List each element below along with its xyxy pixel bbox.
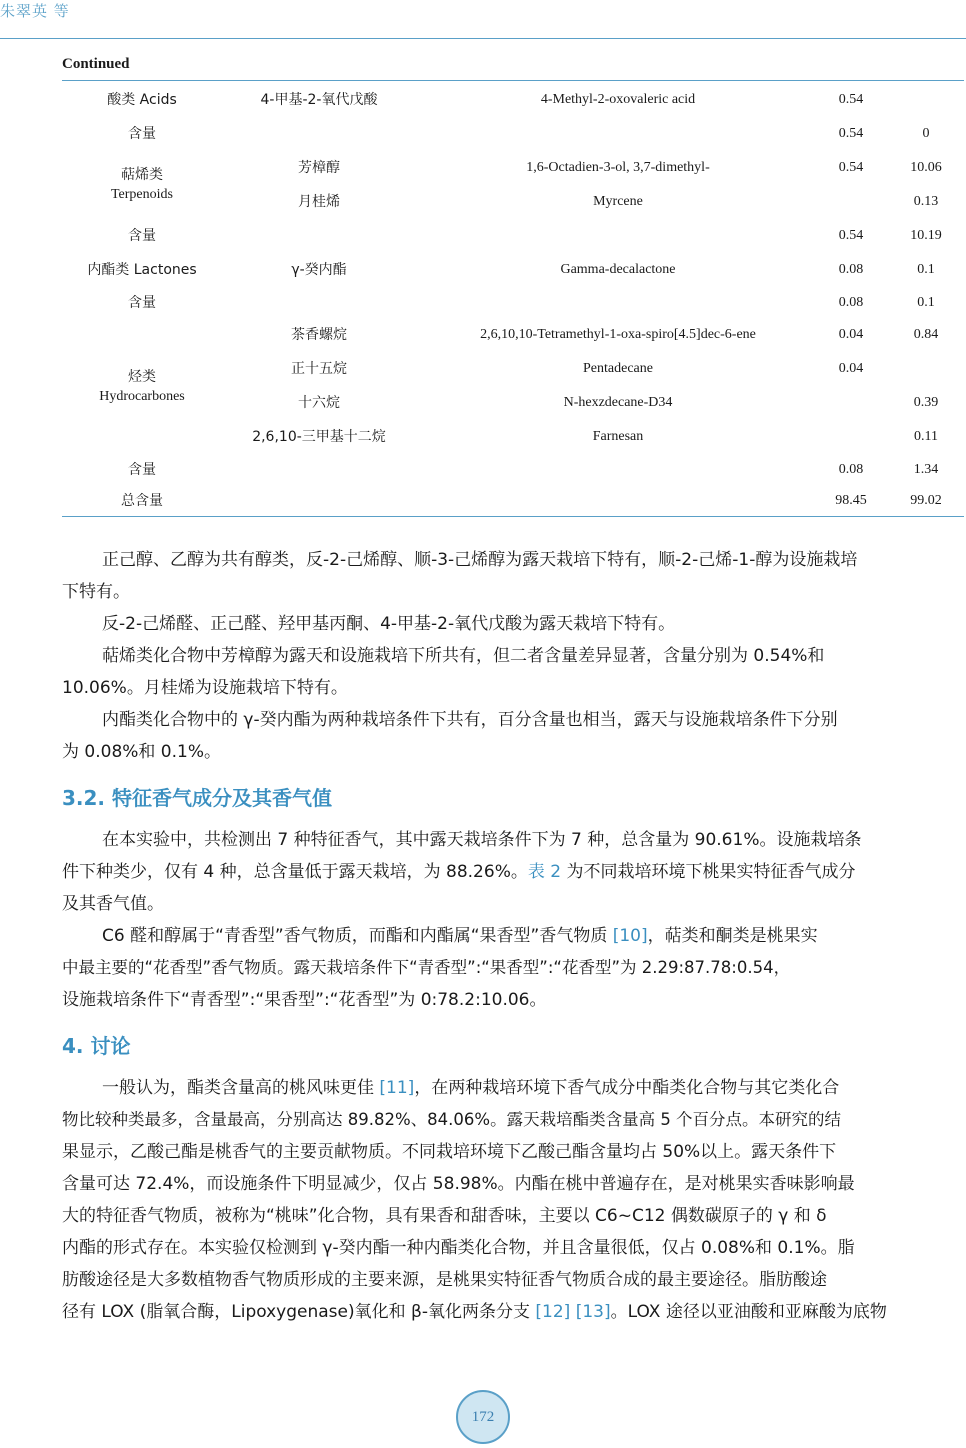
group-terpenoids-zh: 萜烯类: [121, 167, 163, 183]
text-run: ，萜类和酮类是桃果实: [647, 926, 818, 946]
paragraph-line: 大的特征香气物质，被称为“桃味”化合物，具有果香和甜香味，主要以 C6~C12 偶数碳原子的 γ 和 δ: [62, 1206, 827, 1226]
table-cell-c1: 含量: [128, 228, 156, 244]
table-2-link[interactable]: 表 2: [527, 862, 562, 882]
table-cell-c5: 0.39: [913, 395, 939, 410]
table-cell-c1: 含量: [128, 126, 156, 142]
table-cell-c3: 4-Methyl-2-oxovaleric acid: [540, 92, 696, 107]
table-cell-c4: 0.08: [838, 295, 864, 310]
table-cell-c5: 10.06: [910, 160, 942, 175]
group-terpenoids-en: Terpenoids: [110, 187, 173, 202]
table-cell-c5: 0.11: [914, 429, 938, 444]
table-cell-c2: 茶香螺烷: [291, 327, 347, 343]
group-hydrocarbons-en: Hydrocarbones: [99, 389, 185, 404]
table-cell-c3: Farnesan: [592, 429, 644, 444]
citation-link-12-13[interactable]: [12] [13]: [535, 1302, 611, 1322]
table-cell-c2: γ-癸内酯: [291, 262, 347, 278]
citation-link-10[interactable]: [10]: [612, 926, 648, 946]
table-cell-c2: 月桂烯: [298, 194, 340, 210]
text-run: 件下种类少，仅有 4 种，总含量低于露天栽培，为 88.26%。: [62, 862, 528, 882]
text-run: 为不同栽培环境下桃果实特征香气成分: [561, 862, 856, 882]
paragraph-line: [62, 856, 966, 888]
table-cell-c3: Myrcene: [593, 194, 643, 209]
table-cell-c2: 4-甲基-2-氧代戊酸: [260, 92, 378, 108]
paragraph-line: 肪酸途径是大多数植物香气物质形成的主要来源，是桃果实特征香气物质合成的最主要途径。脂肪酸途: [62, 1270, 827, 1290]
paragraph-line: 及其香气值。: [62, 894, 164, 914]
paragraph-line: [62, 920, 966, 952]
table-cell-c4: 0.08: [838, 262, 864, 277]
paragraph-line: 下特有。: [62, 582, 130, 602]
paragraph-line: 中最主要的“花香型”香气物质。露天栽培条件下“青香型”:“果香型”:“花香型”为 2.29:87.78:0.54，: [62, 958, 791, 977]
text-run: 径有 LOX (脂氧合酶，Lipoxygenase)氧化和 β-氧化两条分支: [62, 1302, 536, 1322]
table-cell-c5: 0.1: [917, 262, 935, 277]
section-heading-3-2: 3.2. 特征香气成分及其香气值: [62, 786, 332, 810]
paragraph-line: 设施栽培条件下“青香型”:“果香型”:“花香型”为 0:78.2:10.06。: [62, 990, 547, 1010]
table-cell-c4: 98.45: [835, 493, 867, 508]
table-cell-c3: Pentadecane: [583, 361, 653, 376]
table-continued-label: Continued: [62, 56, 130, 72]
table-cell-c5: 0.84: [913, 327, 939, 342]
text-run: 一般认为，酯类含量高的桃风味更佳: [102, 1078, 380, 1098]
table-cell-c1: 含量: [128, 462, 156, 478]
paragraph-line: 含量可达 72.4%，而设施条件下明显减少，仅占 58.98%。内酯在桃中普遍存在，是对桃果实香味影响最: [62, 1174, 855, 1194]
text-run: C6 醛和醇属于“青香型”香气物质，而酯和内酯属“果香型”香气物质: [102, 926, 613, 946]
paragraph-line: 物比较种类最多，含量最高，分别高达 89.82%、84.06%。露天栽培酯类含量高 5 个百分点。本研究的结: [62, 1110, 842, 1129]
table-cell-c4: 0.54: [838, 228, 864, 243]
table-cell-c1: 总含量: [121, 493, 163, 509]
table-cell-c2: 2,6,10-三甲基十二烷: [252, 429, 386, 445]
page-number: 172: [471, 1408, 495, 1425]
group-hydrocarbons-zh: 烃类: [128, 369, 156, 385]
table-cell-c4: 0.54: [838, 126, 864, 141]
table-cell-c2: 正十五烷: [291, 361, 347, 377]
paragraph-line: 为 0.08%和 0.1%。: [62, 742, 222, 762]
table-cell-c2: 芳樟醇: [298, 160, 340, 176]
table-cell-c4: 0.08: [838, 462, 864, 477]
paragraph-line: [62, 1296, 966, 1328]
table-cell-c4: 0.04: [838, 361, 864, 376]
table-cell-c5: 1.34: [913, 462, 939, 477]
paragraph-line: 萜烯类化合物中芳樟醇为露天和设施栽培下所共有，但二者含量差异显著，含量分别为 0.54%和: [102, 646, 825, 666]
paragraph-line: 在本实验中，共检测出 7 种特征香气，其中露天栽培条件下为 7 种，总含量为 90.61%。设施栽培条: [102, 830, 862, 850]
running-header-author: 朱翠英 等: [0, 2, 70, 20]
paragraph-line: 内酯的形式存在。本实验仅检测到 γ-癸内酯一种内酯类化合物，并且含量很低，仅占 0.08%和 0.1%。脂: [62, 1238, 855, 1258]
table-cell-c1: 内酯类 Lactones: [87, 262, 197, 278]
table-cell-c3: N-hexzdecane-D34: [563, 395, 673, 410]
table-cell-c3: 1,6-Octadien-3-ol, 3,7-dimethyl-: [526, 160, 710, 175]
table-cell-c2: 十六烷: [298, 395, 340, 411]
section-heading-4: 4. 讨论: [62, 1034, 131, 1058]
table-cell-c4: 0.04: [838, 327, 864, 342]
table-cell-c5: 10.19: [910, 228, 942, 243]
header-rule: [0, 38, 966, 39]
page-number-badge: [456, 1390, 510, 1444]
table-cell-c5: 0.13: [913, 194, 939, 209]
table-cell-c3: 2,6,10,10-Tetramethyl-1-oxa-spiro[4.5]dec-6-ene: [480, 327, 756, 342]
table-cell-c1: 酸类 Acids: [107, 92, 177, 108]
paragraph-line: 果显示，乙酸己酯是桃香气的主要贡献物质。不同栽培环境下乙酸己酯含量均占 50%以上。露天条件下: [62, 1142, 837, 1162]
paragraph-line: 正己醇、乙醇为共有醇类，反-2-己烯醇、顺-3-己烯醇为露天栽培下特有，顺-2-己烯-1-醇为设施栽培: [102, 550, 858, 570]
table-cell-c3: Gamma-decalactone: [560, 262, 676, 277]
paragraph-line: 10.06%。月桂烯为设施栽培下特有。: [62, 678, 348, 698]
table-bottom-rule: [62, 516, 964, 517]
paragraph-line: 内酯类化合物中的 γ-癸内酯为两种栽培条件下共有，百分含量也相当，露天与设施栽培条件下分别: [102, 710, 838, 730]
citation-link-11[interactable]: [11]: [379, 1078, 415, 1098]
table-top-rule: [62, 80, 964, 81]
table-cell-c1: 含量: [128, 295, 156, 311]
table-cell-c4: 0.54: [838, 160, 864, 175]
table-cell-c5: 99.02: [910, 493, 942, 508]
table-cell-c4: 0.54: [838, 92, 864, 107]
paragraph-line: 反-2-己烯醛、正己醛、羟甲基丙酮、4-甲基-2-氧代戊酸为露天栽培下特有。: [102, 614, 676, 634]
table-cell-c5: 0: [922, 126, 930, 141]
text-run: 。LOX 途径以亚油酸和亚麻酸为底物: [610, 1302, 887, 1322]
text-run: ，在两种栽培环境下香气成分中酯类化合物与其它类化合: [414, 1078, 840, 1098]
table-cell-c5: 0.1: [917, 295, 935, 310]
paragraph-line: [62, 1072, 966, 1104]
